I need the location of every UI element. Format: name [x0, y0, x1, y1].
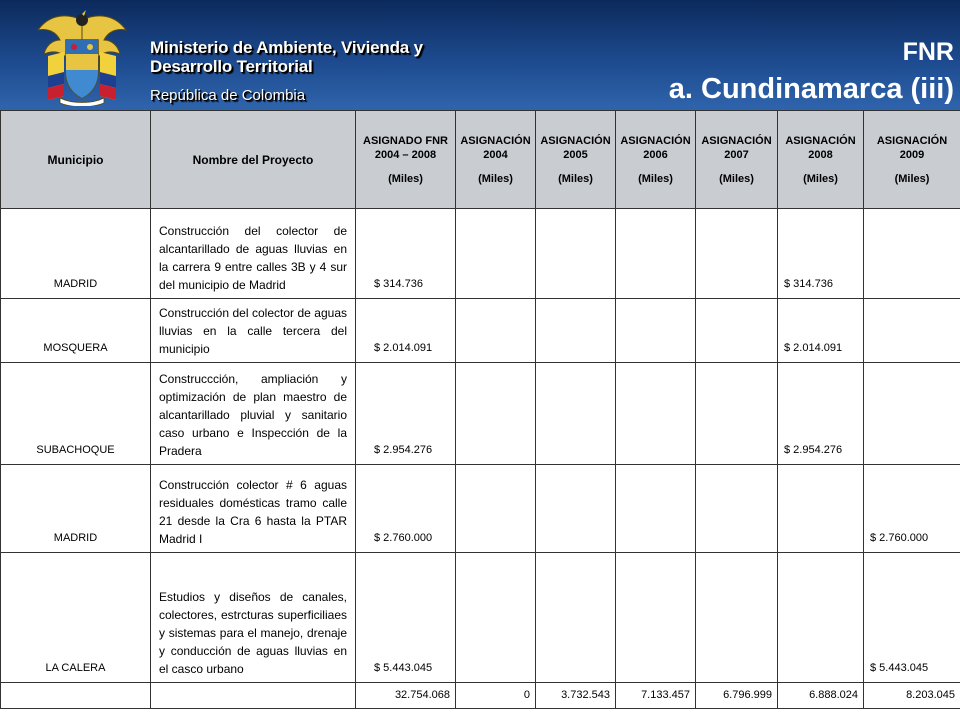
table-row — [1, 553, 960, 683]
cell-2006 — [616, 209, 696, 299]
cell-2009: $ 5.443.045 — [864, 553, 960, 683]
total-proyecto — [151, 683, 356, 709]
cell-2006 — [616, 363, 696, 465]
header-asignado: ASIGNADO FNR 2004 – 2008 (Miles) — [356, 111, 456, 209]
total-2009: 8.203.045 — [864, 683, 960, 709]
cell-2005 — [536, 465, 616, 553]
cell-2009: $ 2.760.000 — [864, 465, 960, 553]
cell-2009 — [864, 363, 960, 465]
header-2009: ASIGNACIÓN 2009 (Miles) — [864, 111, 960, 209]
republic-label: República de Colombia — [150, 87, 306, 104]
cell-2008 — [778, 465, 864, 553]
cell-2006 — [616, 299, 696, 363]
slide-title-region: a. Cundinamarca (iii) — [668, 73, 954, 105]
table-row — [1, 465, 960, 553]
header-municipio: Municipio — [1, 111, 151, 209]
cell-2004 — [456, 553, 536, 683]
cell-2006 — [616, 465, 696, 553]
cell-2004 — [456, 363, 536, 465]
table-row — [1, 299, 960, 363]
ministry-name — [150, 38, 470, 76]
header-2004: ASIGNACIÓN 2004 (Miles) — [456, 111, 536, 209]
cell-asignado: $ 2.014.091 — [356, 299, 456, 363]
cell-municipio: MADRID — [1, 465, 151, 553]
cell-2004 — [456, 465, 536, 553]
header-proyecto: Nombre del Proyecto — [151, 111, 356, 209]
cell-2008: $ 314.736 — [778, 209, 864, 299]
cell-2007 — [696, 209, 778, 299]
cell-asignado: $ 5.443.045 — [356, 553, 456, 683]
ministry-line-1: Ministerio de Ambiente, Vivienda y — [150, 38, 423, 57]
cell-asignado: $ 2.760.000 — [356, 465, 456, 553]
header-2006: ASIGNACIÓN 2006 (Miles) — [616, 111, 696, 209]
cell-2005 — [536, 553, 616, 683]
cell-proyecto: Construcción del colector de aguas lluvias en la calle tercera del municipio — [151, 299, 356, 363]
cell-2005 — [536, 299, 616, 363]
cell-proyecto: Construccción, ampliación y optimización de plan maestro de alcantarillado pluvial y sanitario caso urbano e Inspección de la Pradera — [151, 363, 356, 465]
ministry-line-2: Desarrollo Territorial — [150, 57, 313, 76]
cell-2007 — [696, 363, 778, 465]
slide-header — [0, 0, 960, 110]
cell-municipio: LA CALERA — [1, 553, 151, 683]
cell-proyecto: Construcción del colector de alcantarillado de aguas lluvias en la carrera 9 entre calles 3B y 4 sur del municipio de Madrid — [151, 209, 356, 299]
cell-2004 — [456, 209, 536, 299]
total-municipio — [1, 683, 151, 709]
cell-municipio: SUBACHOQUE — [1, 363, 151, 465]
table-row — [1, 363, 960, 465]
total-2006: 7.133.457 — [616, 683, 696, 709]
cell-proyecto: Construcción colector # 6 aguas residuales domésticas tramo calle 21 desde la Cra 6 hasta la PTAR Madrid I — [151, 465, 356, 553]
total-asignado: 32.754.068 — [356, 683, 456, 709]
cell-2005 — [536, 363, 616, 465]
cell-municipio: MOSQUERA — [1, 299, 151, 363]
total-2004: 0 — [456, 683, 536, 709]
coat-of-arms-icon — [34, 6, 130, 106]
cell-proyecto: Estudios y diseños de canales, colectores, estrcturas superficiliaes y sistemas para el manejo, drenaje y conducción de aguas lluvias en el casco urbano — [151, 553, 356, 683]
cell-2008: $ 2.954.276 — [778, 363, 864, 465]
header-2008: ASIGNACIÓN 2008 (Miles) — [778, 111, 864, 209]
total-2005: 3.732.543 — [536, 683, 616, 709]
table-row — [1, 209, 960, 299]
totals-row — [1, 683, 960, 709]
header-2005: ASIGNACIÓN 2005 (Miles) — [536, 111, 616, 209]
cell-2008: $ 2.014.091 — [778, 299, 864, 363]
cell-2009 — [864, 209, 960, 299]
cell-2007 — [696, 299, 778, 363]
header-2007: ASIGNACIÓN 2007 (Miles) — [696, 111, 778, 209]
cell-2004 — [456, 299, 536, 363]
cell-2008 — [778, 553, 864, 683]
total-2007: 6.796.999 — [696, 683, 778, 709]
table-header-row — [1, 111, 960, 209]
cell-municipio: MADRID — [1, 209, 151, 299]
cell-2005 — [536, 209, 616, 299]
cell-asignado: $ 2.954.276 — [356, 363, 456, 465]
total-2008: 6.888.024 — [778, 683, 864, 709]
cell-2006 — [616, 553, 696, 683]
cell-2007 — [696, 553, 778, 683]
allocation-table — [0, 110, 960, 709]
slide-title-program: FNR — [902, 38, 954, 66]
cell-2007 — [696, 465, 778, 553]
cell-2009 — [864, 299, 960, 363]
cell-asignado: $ 314.736 — [356, 209, 456, 299]
